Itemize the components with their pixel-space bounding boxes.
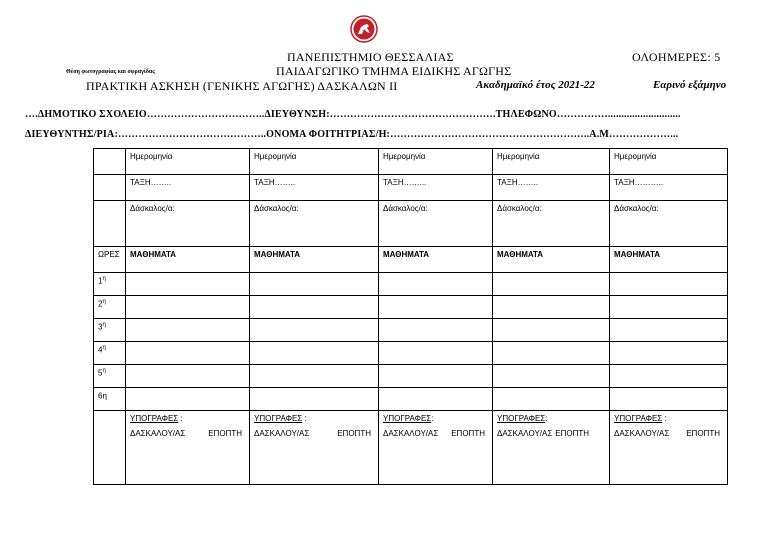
subjects-header: ΜΑΘΗΜΑΤΑ [379, 247, 493, 273]
subjects-header: ΜΑΘΗΜΑΤΑ [126, 247, 250, 273]
subject-cell[interactable] [126, 342, 250, 365]
teacher-cell[interactable]: Δάσκαλος/α: [493, 201, 610, 247]
teacher-cell[interactable]: Δάσκαλος/α: [379, 201, 493, 247]
corner-cell [94, 201, 126, 247]
university-name: ΠΑΝΕΠΙΣΤΗΜΙΟ ΘΕΣΣΑΛΙΑΣ [287, 50, 454, 64]
subject-cell[interactable] [379, 273, 493, 296]
schedule-table [93, 148, 728, 485]
subjects-header: ΜΑΘΗΜΑΤΑ [610, 247, 728, 273]
subject-cell[interactable] [379, 365, 493, 388]
signatures-label: ΥΠΟΓΡΑΦΕΣ [130, 414, 179, 423]
academic-year: Ακαδημαϊκό έτος 2021-22 [476, 79, 595, 91]
subject-cell[interactable] [493, 319, 610, 342]
period-label: $2^\eta$ [94, 296, 126, 319]
period-label: 6η [94, 388, 126, 411]
subjects-header: ΜΑΘΗΜΑΤΑ [250, 247, 379, 273]
subject-cell[interactable] [493, 273, 610, 296]
date-cell[interactable]: Ημερομηνία [250, 149, 379, 175]
period-row [94, 319, 728, 342]
university-seal-logo [350, 15, 378, 43]
teacher-cell[interactable]: Δάσκαλος/α: [250, 201, 379, 247]
semester: Εαρινό εξάμηνο [653, 79, 727, 91]
teacher-row [94, 201, 728, 247]
period-label: $5^\eta$ [94, 365, 126, 388]
subject-cell[interactable] [610, 388, 728, 411]
subject-cell[interactable] [250, 296, 379, 319]
period-label: $4^\eta$ [94, 342, 126, 365]
subject-cell[interactable] [493, 388, 610, 411]
subject-cell[interactable] [250, 342, 379, 365]
teacher-signature-label: ΔΑΣΚΑΛΟΥ/ΑΣ [254, 429, 310, 438]
class-cell[interactable]: ΤΑΞΗ…….. [126, 175, 250, 201]
subject-cell[interactable] [379, 388, 493, 411]
subject-cell[interactable] [493, 296, 610, 319]
subject-cell[interactable] [379, 296, 493, 319]
student-info-line: ΔΙΕΥΘΥΝΤΗΣ/ΡΙΑ:……………………………………..ΟΝΟΜΑ ΦΟΙΤΗΤΡΙΑΣ/Η:…………………………………………………..Α.Μ………………... [25, 129, 679, 140]
date-cell[interactable]: Ημερομηνία [126, 149, 250, 175]
date-cell[interactable]: Ημερομηνία [493, 149, 610, 175]
subject-cell[interactable] [610, 296, 728, 319]
period-label: $3^\eta$ [94, 319, 126, 342]
period-label: $1^\eta$ [94, 273, 126, 296]
subject-cell[interactable] [250, 319, 379, 342]
subject-cell[interactable] [250, 365, 379, 388]
class-cell[interactable]: ΤΑΞΗ……... [379, 175, 493, 201]
corner-cell [94, 411, 126, 485]
corner-cell [94, 175, 126, 201]
subject-cell[interactable] [126, 365, 250, 388]
class-cell[interactable]: ΤΑΞΗ…….. [493, 175, 610, 201]
department-name: ΠΑΙΔΑΓΩΓΙΚΟ ΤΜΗΜΑ ΕΙΔΙΚΗΣ ΑΓΩΓΗΣ [276, 64, 512, 78]
teacher-cell[interactable]: Δάσκαλος/α: [610, 201, 728, 247]
subject-cell[interactable] [610, 273, 728, 296]
date-row [94, 149, 728, 175]
subject-cell[interactable] [379, 342, 493, 365]
period-row [94, 388, 728, 411]
supervisor-signature-label: ΕΠΟΠΤΗ [555, 429, 590, 438]
supervisor-signature-label: ΕΠΟΠΤΗ [208, 429, 242, 438]
class-cell[interactable]: ΤΑΞΗ……….. [610, 175, 728, 201]
supervisor-signature-label: ΕΠΟΠΤΗ [451, 429, 485, 438]
signatures-label: ΥΠΟΓΡΑΦΕΣ [254, 414, 303, 423]
class-row [94, 175, 728, 201]
subject-cell[interactable] [493, 365, 610, 388]
hours-header: ΩΡΕΣ [94, 247, 126, 273]
class-cell[interactable]: ΤΑΞΗ…….. [250, 175, 379, 201]
teacher-signature-label: ΔΑΣΚΑΛΟΥ/ΑΣ [130, 429, 186, 438]
teacher-cell[interactable]: Δάσκαλος/α: [126, 201, 250, 247]
date-cell[interactable]: Ημερομηνία [610, 149, 728, 175]
date-cell[interactable]: Ημερομηνία [379, 149, 493, 175]
school-info-line: ….ΔΗΜΟΤΙΚΟ ΣΧΟΛΕΙΟ……………………………..ΔΙΕΥΘΥΝΣΗ:………………………………………….ΤΗΛΕΦΩΝΟ……………........................... [25, 109, 681, 120]
subject-cell[interactable] [610, 319, 728, 342]
signatures-label: ΥΠΟΓΡΑΦΕΣ [497, 414, 546, 423]
subject-cell[interactable] [126, 273, 250, 296]
course-title: ΠΡΑΚΤΙΚΗ ΑΣΚΗΣΗ (ΓΕΝΙΚΗΣ ΑΓΩΓΗΣ) ΔΑΣΚΑΛΩΝ ΙΙ [86, 79, 398, 93]
subject-cell[interactable] [379, 319, 493, 342]
signatures-row [94, 411, 728, 485]
photo-stamp-note: Θέση φωτογραφίας και σφραγίδας [66, 69, 155, 75]
period-row [94, 273, 728, 296]
subject-cell[interactable] [250, 388, 379, 411]
period-row [94, 296, 728, 319]
subjects-header: ΜΑΘΗΜΑΤΑ [493, 247, 610, 273]
teacher-signature-label: ΔΑΣΚΑΛΟΥ/ΑΣ [614, 429, 670, 438]
supervisor-signature-label: ΕΠΟΠΤΗ [686, 429, 720, 438]
subjects-header-row [94, 247, 728, 273]
corner-cell [94, 149, 126, 175]
supervisor-signature-label: ΕΠΟΠΤΗ [337, 429, 371, 438]
signatures-label: ΥΠΟΓΡΑΦΕΣ [383, 414, 432, 423]
subject-cell[interactable] [126, 296, 250, 319]
subject-cell[interactable] [493, 342, 610, 365]
signature-cell[interactable]: ΥΠΟΓΡΑΦΕΣ: ΔΑΣΚΑΛΟΥ/ΑΣ ΕΠΟΠΤΗ [379, 411, 493, 485]
teacher-signature-label: ΔΑΣΚΑΛΟΥ/ΑΣ [497, 429, 553, 438]
teacher-signature-label: ΔΑΣΚΑΛΟΥ/ΑΣ [383, 429, 439, 438]
subject-cell[interactable] [610, 365, 728, 388]
subject-cell[interactable] [610, 342, 728, 365]
subject-cell[interactable] [126, 388, 250, 411]
signatures-label: ΥΠΟΓΡΑΦΕΣ [614, 414, 663, 423]
period-row [94, 365, 728, 388]
subject-cell[interactable] [250, 273, 379, 296]
signature-cell[interactable]: ΥΠΟΓΡΑΦΕΣ : ΔΑΣΚΑΛΟΥ/ΑΣ ΕΠΟΠΤΗ [250, 411, 379, 485]
signature-cell[interactable]: ΥΠΟΓΡΑΦΕΣ : ΔΑΣΚΑΛΟΥ/ΑΣ ΕΠΟΠΤΗ [126, 411, 250, 485]
subject-cell[interactable] [126, 319, 250, 342]
period-row [94, 342, 728, 365]
all-day-count: ΟΛΟΗΜΕΡΕΣ: 5 [632, 50, 721, 64]
signature-cell[interactable]: ΥΠΟΓΡΑΦΕΣ : ΔΑΣΚΑΛΟΥ/ΑΣ ΕΠΟΠΤΗ [610, 411, 728, 485]
signature-cell[interactable]: ΥΠΟΓΡΑΦΕΣ: ΔΑΣΚΑΛΟΥ/ΑΣ ΕΠΟΠΤΗ [493, 411, 610, 485]
